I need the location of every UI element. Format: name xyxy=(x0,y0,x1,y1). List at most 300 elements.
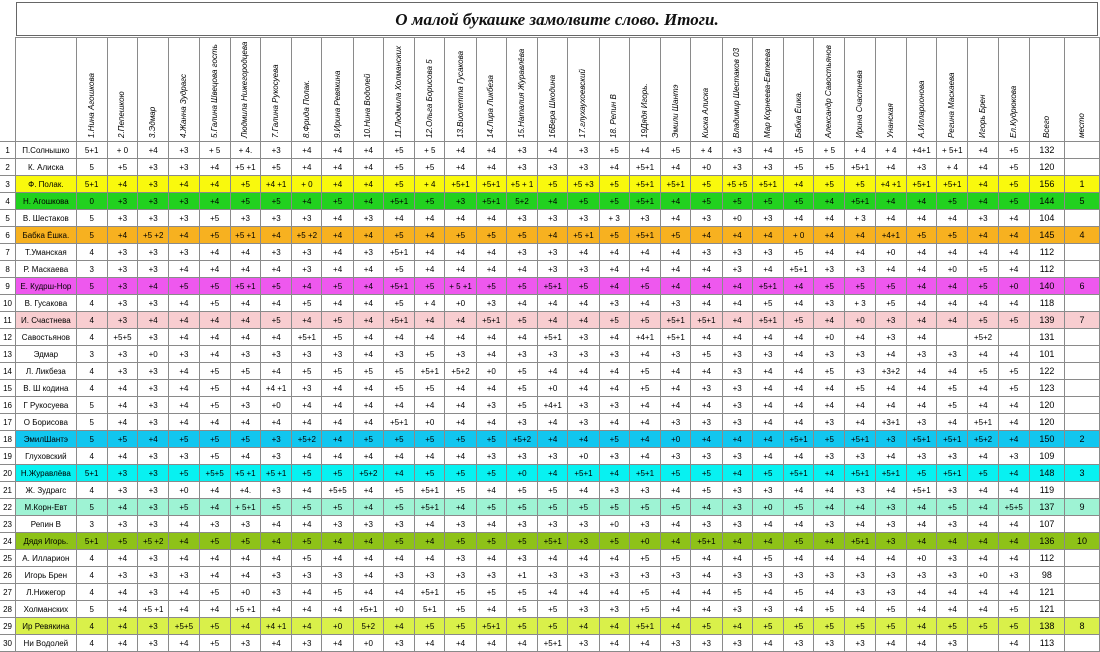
score-cell: +4 xyxy=(968,142,998,159)
score-cell: +4 xyxy=(568,618,599,635)
score-cell: +5 xyxy=(568,278,599,295)
row-number: 9 xyxy=(0,278,16,295)
score-cell: +5 xyxy=(998,142,1029,159)
score-cell: +3 xyxy=(261,142,292,159)
score-cell: +3 xyxy=(691,635,722,652)
score-cell: +5+1 xyxy=(415,499,445,516)
score-cell: +3 xyxy=(169,193,199,210)
table-row xyxy=(0,516,1100,533)
score-cell: +5+1 xyxy=(906,176,936,193)
score-cell: +4 xyxy=(752,227,783,244)
score-cell: +5+1 xyxy=(691,312,722,329)
participant-name: К. Алиска xyxy=(16,159,77,176)
score-cell: +4 xyxy=(998,210,1029,227)
table-row xyxy=(0,414,1100,431)
column-header-label: место xyxy=(1077,113,1087,138)
place-cell: 2 xyxy=(1064,431,1099,448)
score-cell: +5+2 xyxy=(292,431,322,448)
score-cell: +4 xyxy=(353,550,383,567)
score-cell: +4+1 xyxy=(538,397,568,414)
score-cell: +5 xyxy=(292,533,322,550)
score-cell: +5+2 xyxy=(506,431,537,448)
score-cell: +4 xyxy=(107,550,137,567)
score-cell: +5+5 xyxy=(169,618,199,635)
score-cell: +3 xyxy=(629,516,660,533)
column-header xyxy=(445,38,476,142)
column-header-label: Людмила Нижегородцева xyxy=(240,41,250,138)
score-cell: + 4 xyxy=(845,142,875,159)
score-cell: +5 xyxy=(506,312,537,329)
score-cell: +4 xyxy=(292,278,322,295)
score-cell: +4 xyxy=(538,363,568,380)
score-cell: +5 xyxy=(169,278,199,295)
score-cell: +3 xyxy=(722,516,752,533)
score-cell: +4 xyxy=(445,142,476,159)
score-cell: +5 xyxy=(107,159,137,176)
score-cell: +4 xyxy=(752,363,783,380)
place-cell: 1 xyxy=(1064,176,1099,193)
score-cell: +4 xyxy=(476,550,506,567)
score-cell: +3 xyxy=(445,346,476,363)
score-cell: +4 xyxy=(169,397,199,414)
score-cell: +4 xyxy=(691,550,722,567)
score-cell: +5 xyxy=(230,176,260,193)
score-cell: +4 xyxy=(538,295,568,312)
score-cell: +4 xyxy=(968,176,998,193)
score-cell: +3 xyxy=(998,567,1029,584)
score-cell: +4 xyxy=(353,142,383,159)
column-header-label: 3.Эдмар xyxy=(148,106,158,138)
score-cell: 5 xyxy=(76,499,107,516)
score-cell: +5 xyxy=(629,363,660,380)
column-header-label: 13.Виолетта Гусакова xyxy=(455,50,465,138)
score-cell: +4 xyxy=(661,482,691,499)
table-row xyxy=(0,363,1100,380)
participant-name: В. Гусакова xyxy=(16,295,77,312)
score-cell: +4 xyxy=(661,244,691,261)
score-cell: +5+1 xyxy=(415,363,445,380)
score-cell: +4 xyxy=(292,142,322,159)
score-cell: +3 xyxy=(937,482,968,499)
score-cell: +4 xyxy=(783,176,813,193)
score-cell: +4 xyxy=(752,329,783,346)
score-cell: +4 xyxy=(875,346,906,363)
score-cell: +3 xyxy=(661,448,691,465)
score-cell: 3 xyxy=(76,516,107,533)
row-number: 11 xyxy=(0,312,16,329)
score-cell: +4 xyxy=(476,601,506,618)
score-cell: +4 xyxy=(661,380,691,397)
score-cell: +3 xyxy=(568,635,599,652)
column-header-label: 17.глухаухоевский xyxy=(578,69,588,138)
score-cell: +4 xyxy=(783,380,813,397)
score-cell: +5 xyxy=(445,465,476,482)
row-number: 20 xyxy=(0,465,16,482)
score-cell: +5+1 xyxy=(538,278,568,295)
score-cell: +5 xyxy=(845,278,875,295)
score-cell: +4 xyxy=(937,414,968,431)
score-cell: +5 xyxy=(415,431,445,448)
table-row xyxy=(0,380,1100,397)
score-cell: +3 xyxy=(691,380,722,397)
score-cell: +4 xyxy=(353,176,383,193)
score-cell: +3 xyxy=(169,244,199,261)
score-cell: +3 xyxy=(937,516,968,533)
score-cell: +3 xyxy=(875,567,906,584)
score-cell: +5 xyxy=(230,431,260,448)
score-cell: +0 xyxy=(875,244,906,261)
score-cell: +5 xyxy=(629,584,660,601)
score-cell: +3 xyxy=(230,516,260,533)
table-row xyxy=(0,227,1100,244)
score-cell: +5 xyxy=(783,618,813,635)
score-cell: +4 xyxy=(568,431,599,448)
score-cell: +5 xyxy=(937,193,968,210)
total-cell: 112 xyxy=(1029,244,1064,261)
score-cell: 5 xyxy=(76,397,107,414)
table-row xyxy=(0,397,1100,414)
score-cell: +3 xyxy=(814,346,845,363)
score-cell: +5 xyxy=(906,465,936,482)
table-row xyxy=(0,431,1100,448)
score-cell: +4 xyxy=(230,618,260,635)
score-cell: +4 xyxy=(906,244,936,261)
score-cell: +4 xyxy=(353,312,383,329)
score-cell: +4 xyxy=(292,414,322,431)
score-cell: +5+1 xyxy=(783,431,813,448)
score-cell: +3 xyxy=(476,397,506,414)
score-cell: +4 xyxy=(783,414,813,431)
table-row xyxy=(0,533,1100,550)
score-cell: +4 xyxy=(353,193,383,210)
score-cell: +5 xyxy=(814,278,845,295)
score-cell: 5 xyxy=(76,210,107,227)
score-cell: +3 xyxy=(629,210,660,227)
score-cell: +3 xyxy=(875,329,906,346)
participant-name: Эдмар xyxy=(16,346,77,363)
score-cell: +4 xyxy=(752,142,783,159)
score-cell: +4 xyxy=(599,261,629,278)
score-cell: +3 xyxy=(568,567,599,584)
score-cell: +5+1 xyxy=(383,278,414,295)
participant-name: В. Ш кодина xyxy=(16,380,77,397)
score-cell: +4 xyxy=(415,312,445,329)
score-cell: +5 xyxy=(415,618,445,635)
score-cell: +3 xyxy=(230,346,260,363)
row-number: 12 xyxy=(0,329,16,346)
score-cell: +4 xyxy=(538,193,568,210)
score-cell: +5 xyxy=(383,431,414,448)
table-row xyxy=(0,448,1100,465)
row-number: 7 xyxy=(0,244,16,261)
score-cell: +4 xyxy=(722,312,752,329)
score-cell: +0 xyxy=(261,397,292,414)
score-cell: +5 xyxy=(998,618,1029,635)
score-cell: +4 xyxy=(752,431,783,448)
score-cell: +5 xyxy=(415,346,445,363)
score-cell: 4 xyxy=(76,244,107,261)
score-cell: +4 xyxy=(814,465,845,482)
score-cell: +5 xyxy=(752,193,783,210)
column-header-label: Игорь Брен xyxy=(978,94,988,138)
score-cell: +4 xyxy=(107,499,137,516)
score-cell: +4 xyxy=(998,516,1029,533)
score-cell: +4 xyxy=(261,635,292,652)
score-cell: +4 xyxy=(937,601,968,618)
score-cell: +5 +1 xyxy=(230,465,260,482)
row-number: 27 xyxy=(0,584,16,601)
score-cell: +5 xyxy=(292,465,322,482)
score-cell: +3 xyxy=(752,601,783,618)
score-cell: +3 xyxy=(169,567,199,584)
score-cell: +3 xyxy=(845,261,875,278)
row-number: 19 xyxy=(0,448,16,465)
score-cell: +3 xyxy=(292,261,322,278)
row-number: 18 xyxy=(0,431,16,448)
score-cell: +3 xyxy=(506,414,537,431)
score-cell: +5 xyxy=(199,227,230,244)
score-cell: +5 xyxy=(322,193,353,210)
score-cell: +4 xyxy=(261,363,292,380)
score-cell: +4 xyxy=(722,431,752,448)
score-cell: +4 xyxy=(445,244,476,261)
score-cell: +4 xyxy=(199,159,230,176)
column-header-label: 9.Ирина Ревякина xyxy=(332,70,342,138)
score-cell: +4 xyxy=(292,159,322,176)
score-cell: +5 xyxy=(691,618,722,635)
column-header-label: Всего xyxy=(1041,115,1051,138)
score-cell: +4 xyxy=(998,584,1029,601)
score-cell: +3 xyxy=(814,516,845,533)
score-cell: +4 xyxy=(906,533,936,550)
score-cell: +5 xyxy=(875,295,906,312)
score-cell: +0 xyxy=(506,465,537,482)
score-cell: +4 xyxy=(814,584,845,601)
sheet-title: О малой букашке замолвите слово. Итоги. xyxy=(16,2,1098,36)
score-cell: +4 xyxy=(261,227,292,244)
score-cell: +0 xyxy=(353,635,383,652)
score-cell: +4 xyxy=(322,210,353,227)
score-cell: +4 xyxy=(353,329,383,346)
score-cell: +5+1 xyxy=(476,176,506,193)
score-cell: +4 xyxy=(629,414,660,431)
score-cell: +4 xyxy=(906,278,936,295)
score-cell: +3 xyxy=(722,159,752,176)
score-cell: +5 xyxy=(107,431,137,448)
participant-name: Н. Агошкова xyxy=(16,193,77,210)
score-cell: +4 xyxy=(875,380,906,397)
score-cell: 4 xyxy=(76,584,107,601)
score-cell: +4 xyxy=(476,482,506,499)
score-cell: +5 xyxy=(415,193,445,210)
score-cell: + 0 xyxy=(292,176,322,193)
score-cell: +5+1 xyxy=(383,244,414,261)
table-row xyxy=(0,635,1100,652)
score-cell: +4 xyxy=(937,295,968,312)
score-cell: 4 xyxy=(76,550,107,567)
score-cell: +3 xyxy=(261,210,292,227)
place-cell xyxy=(1064,142,1099,159)
participant-name: Савостьянов xyxy=(16,329,77,346)
column-header-label: Бабка Ёшка. xyxy=(793,90,803,138)
score-cell: +5 xyxy=(322,329,353,346)
score-cell: +4 xyxy=(906,295,936,312)
score-cell: +0 xyxy=(998,278,1029,295)
place-cell xyxy=(1064,329,1099,346)
column-header xyxy=(322,38,353,142)
score-cell: +4 xyxy=(169,176,199,193)
score-cell: +5 xyxy=(845,380,875,397)
score-cell: +3 xyxy=(322,516,353,533)
score-cell: +5+1 xyxy=(629,193,660,210)
score-cell: +4 xyxy=(629,397,660,414)
score-cell: +5 xyxy=(445,431,476,448)
score-cell: +3 xyxy=(261,584,292,601)
column-header-label: 18. Репин В xyxy=(609,94,619,138)
column-header xyxy=(968,38,998,142)
score-cell: +4 xyxy=(722,533,752,550)
participant-name: В. Шестаков xyxy=(16,210,77,227)
score-cell: +5 xyxy=(538,618,568,635)
score-cell: +3 xyxy=(752,482,783,499)
score-cell: +3 xyxy=(691,414,722,431)
score-cell: +5 xyxy=(661,550,691,567)
score-cell: 4 xyxy=(76,329,107,346)
score-cell: +5+2 xyxy=(353,465,383,482)
score-cell: +4 xyxy=(599,465,629,482)
score-cell: +4 xyxy=(998,431,1029,448)
score-cell: +4 xyxy=(353,346,383,363)
row-number: 25 xyxy=(0,550,16,567)
score-cell: +4 xyxy=(998,414,1029,431)
score-cell: +4 xyxy=(538,465,568,482)
score-cell: +3 xyxy=(261,448,292,465)
score-cell: +4 xyxy=(107,448,137,465)
score-cell: +5 xyxy=(506,601,537,618)
score-cell: +5 xyxy=(937,380,968,397)
score-cell: 4 xyxy=(76,482,107,499)
score-cell: 3 xyxy=(76,346,107,363)
score-cell: 0 xyxy=(76,193,107,210)
score-cell: +4 xyxy=(752,516,783,533)
total-cell: 139 xyxy=(1029,312,1064,329)
score-cell: +4 xyxy=(845,329,875,346)
row-number: 10 xyxy=(0,295,16,312)
score-cell: +5+1 xyxy=(568,465,599,482)
score-cell: +0 xyxy=(445,295,476,312)
score-cell: +0 xyxy=(230,584,260,601)
score-cell: +4 xyxy=(814,244,845,261)
column-header-label: Киска Алиска xyxy=(701,87,711,138)
score-cell: +1 xyxy=(506,567,537,584)
score-cell: +4 xyxy=(353,533,383,550)
score-cell: +4 xyxy=(230,261,260,278)
score-cell: +4 xyxy=(415,448,445,465)
score-cell: +3 xyxy=(538,159,568,176)
score-cell: +5 +1 xyxy=(138,601,169,618)
score-cell: +4 xyxy=(968,346,998,363)
score-cell: +4 xyxy=(783,482,813,499)
score-cell: +5 xyxy=(445,227,476,244)
score-cell: +3 xyxy=(906,414,936,431)
score-cell: +4 xyxy=(476,414,506,431)
score-cell: +4 xyxy=(107,397,137,414)
score-cell: +3 xyxy=(107,210,137,227)
score-cell: +5 xyxy=(599,499,629,516)
score-cell: +3 xyxy=(722,244,752,261)
score-cell: +4 xyxy=(383,550,414,567)
row-number: 13 xyxy=(0,346,16,363)
score-cell: +4 xyxy=(968,295,998,312)
row-number: 4 xyxy=(0,193,16,210)
score-cell: +3 xyxy=(506,244,537,261)
score-cell: +4 xyxy=(230,312,260,329)
score-cell: +3 xyxy=(292,346,322,363)
column-header xyxy=(906,38,936,142)
score-cell: +4 +1 xyxy=(261,380,292,397)
score-cell: +5+5 xyxy=(322,482,353,499)
score-cell: +4 xyxy=(476,261,506,278)
score-cell: +5+1 xyxy=(845,159,875,176)
score-cell: +5 xyxy=(169,431,199,448)
place-cell xyxy=(1064,567,1099,584)
score-cell: +5 +1 xyxy=(230,159,260,176)
score-cell: +4 xyxy=(599,159,629,176)
score-cell: +3 xyxy=(138,176,169,193)
score-cell: +5+1 xyxy=(752,278,783,295)
place-cell xyxy=(1064,414,1099,431)
score-cell: + 5 +1 xyxy=(445,278,476,295)
place-cell xyxy=(1064,295,1099,312)
score-cell: +3 xyxy=(383,635,414,652)
score-cell: +4 xyxy=(383,210,414,227)
score-cell: +3 xyxy=(445,193,476,210)
score-cell: +0 xyxy=(752,499,783,516)
score-cell: +3 xyxy=(138,380,169,397)
score-cell: +3 xyxy=(814,295,845,312)
participant-name: Ни Водолей xyxy=(16,635,77,652)
score-cell: +3 xyxy=(722,448,752,465)
score-cell: +4 xyxy=(322,142,353,159)
score-cell: +3 xyxy=(599,346,629,363)
score-cell: +3 xyxy=(230,210,260,227)
score-cell: +0 xyxy=(968,567,998,584)
score-cell: +4 xyxy=(599,329,629,346)
total-cell: 120 xyxy=(1029,414,1064,431)
participant-name: Дядя Игорь. xyxy=(16,533,77,550)
score-cell: +4 xyxy=(998,533,1029,550)
score-cell: +4 xyxy=(722,278,752,295)
score-cell: 4 xyxy=(76,567,107,584)
score-cell: +4 xyxy=(445,210,476,227)
score-cell: +4 xyxy=(138,431,169,448)
score-cell: +4 xyxy=(629,244,660,261)
score-cell: +4 xyxy=(230,295,260,312)
score-cell: +5 xyxy=(783,159,813,176)
score-cell: +5 +5 xyxy=(722,176,752,193)
score-cell: +4 xyxy=(138,278,169,295)
score-cell: 5 xyxy=(76,431,107,448)
score-cell: +3 xyxy=(629,567,660,584)
score-cell: +4 xyxy=(169,584,199,601)
score-cell: +4 xyxy=(415,533,445,550)
score-cell: +4 xyxy=(814,482,845,499)
score-cell: +4 xyxy=(722,618,752,635)
score-cell: +4 xyxy=(906,397,936,414)
score-cell: +5 xyxy=(476,278,506,295)
score-cell: +4 xyxy=(415,329,445,346)
score-cell: +5 xyxy=(383,227,414,244)
